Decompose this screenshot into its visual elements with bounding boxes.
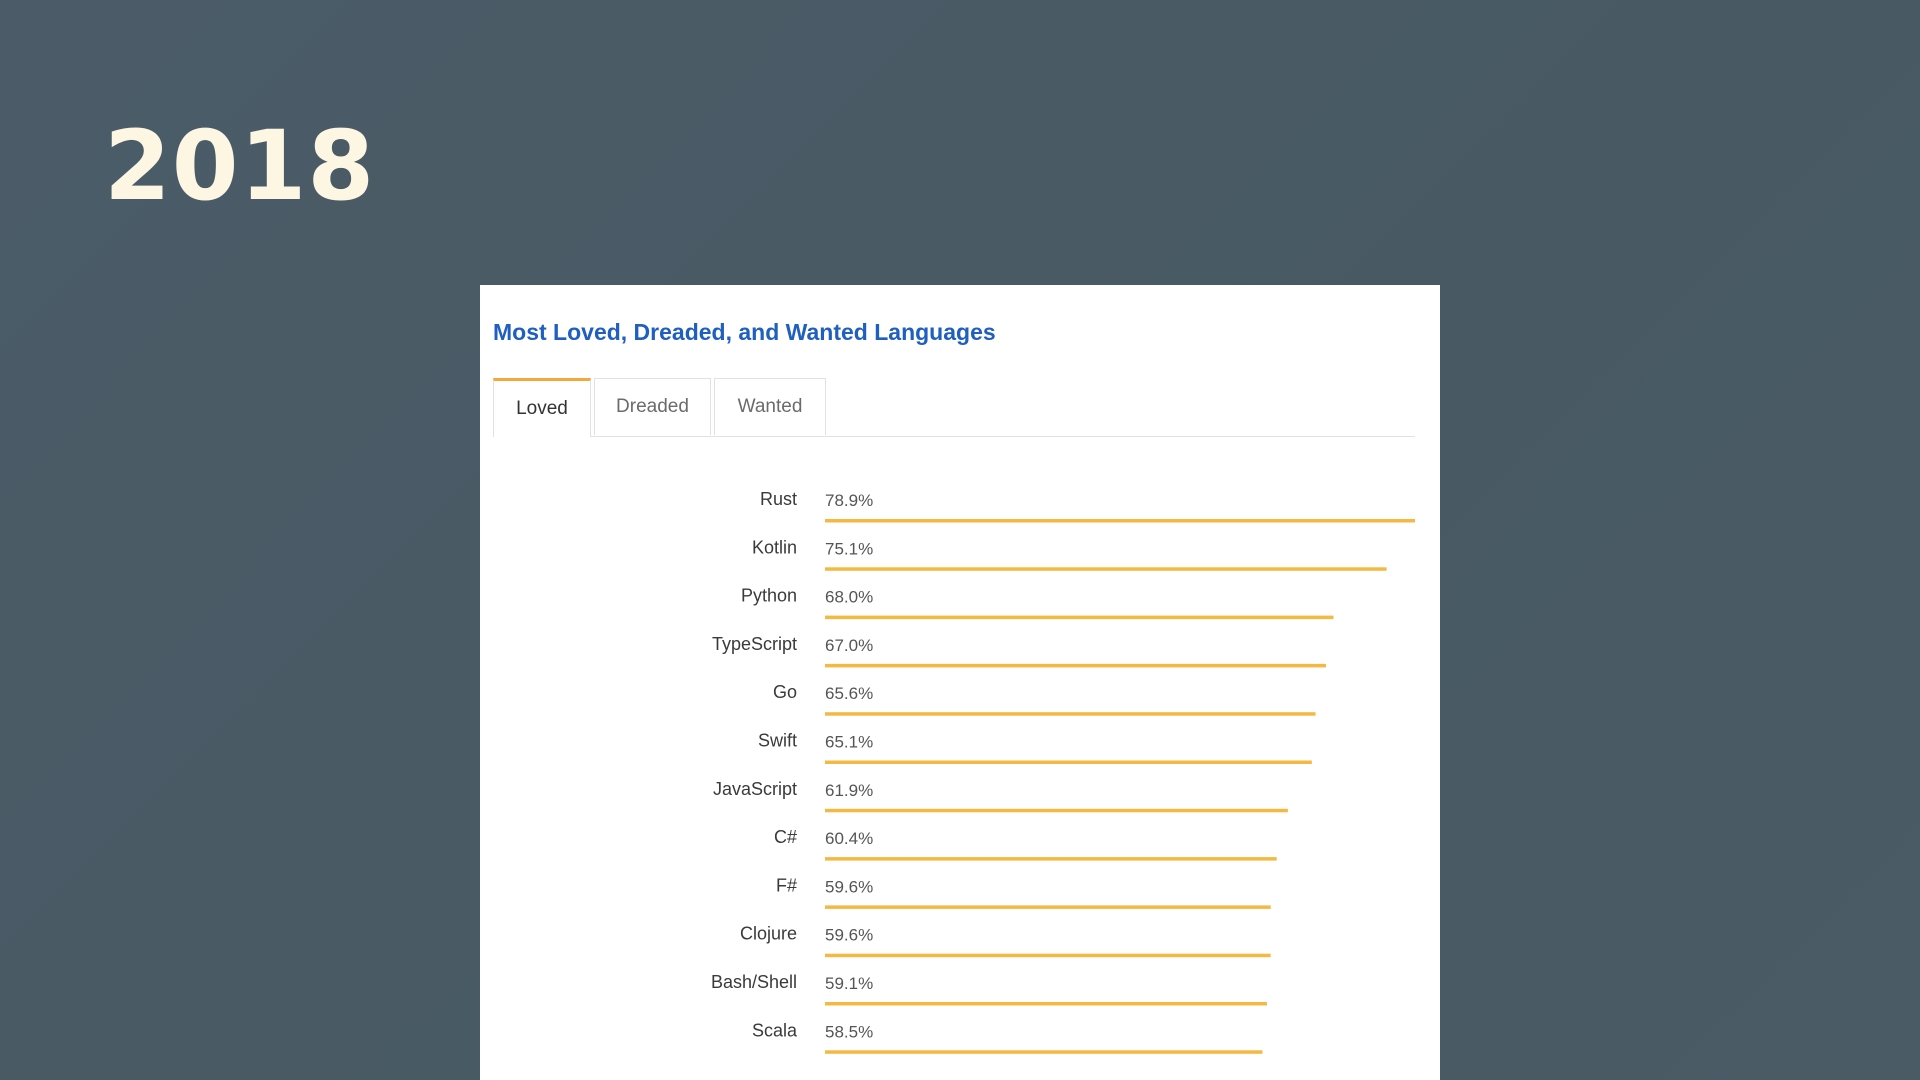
tab-dreaded[interactable]: Dreaded xyxy=(594,378,711,435)
value-label: 58.5% xyxy=(825,1022,874,1042)
bar[interactable] xyxy=(825,1002,1267,1006)
chart-title: Most Loved, Dreaded, and Wanted Languages xyxy=(493,319,996,345)
bar[interactable] xyxy=(825,905,1271,909)
category-label: Go xyxy=(772,682,797,703)
category-label: Scala xyxy=(751,1020,797,1041)
value-label: 75.1% xyxy=(825,539,874,559)
value-label: 65.6% xyxy=(825,684,874,704)
category-label: Bash/Shell xyxy=(710,972,797,992)
category-label: Swift xyxy=(757,730,797,751)
value-label: 59.1% xyxy=(825,974,874,993)
category-label: Rust xyxy=(759,489,797,509)
value-label: 78.9% xyxy=(825,491,874,510)
bar[interactable] xyxy=(825,567,1387,571)
value-label: 67.0% xyxy=(825,635,874,655)
bar[interactable] xyxy=(825,857,1277,861)
tab-wanted[interactable]: Wanted xyxy=(714,378,826,435)
value-label: 61.9% xyxy=(825,780,874,800)
chart-panel xyxy=(480,285,1440,1080)
slide-year-heading: 2018 xyxy=(104,110,376,222)
bar[interactable] xyxy=(825,616,1333,620)
bar[interactable] xyxy=(825,664,1326,668)
category-label: C# xyxy=(773,827,797,848)
value-label: 65.1% xyxy=(825,732,874,752)
category-label: Python xyxy=(740,585,797,606)
category-label: JavaScript xyxy=(712,778,797,799)
category-label: Kotlin xyxy=(751,537,797,558)
category-label: F# xyxy=(775,875,797,896)
bar[interactable] xyxy=(825,761,1312,765)
category-label: Clojure xyxy=(739,923,797,944)
bar[interactable] xyxy=(825,1050,1262,1054)
tab-loved[interactable]: Loved xyxy=(493,378,591,437)
category-label: TypeScript xyxy=(711,633,797,654)
bar[interactable] xyxy=(825,712,1316,716)
bar[interactable] xyxy=(825,519,1415,523)
value-label: 59.6% xyxy=(825,925,874,945)
value-label: 59.6% xyxy=(825,877,874,897)
bar[interactable] xyxy=(825,954,1271,958)
bar[interactable] xyxy=(825,809,1288,813)
value-label: 68.0% xyxy=(825,587,874,607)
loved-languages-bar-chart xyxy=(480,285,1440,1080)
value-label: 60.4% xyxy=(825,829,874,849)
